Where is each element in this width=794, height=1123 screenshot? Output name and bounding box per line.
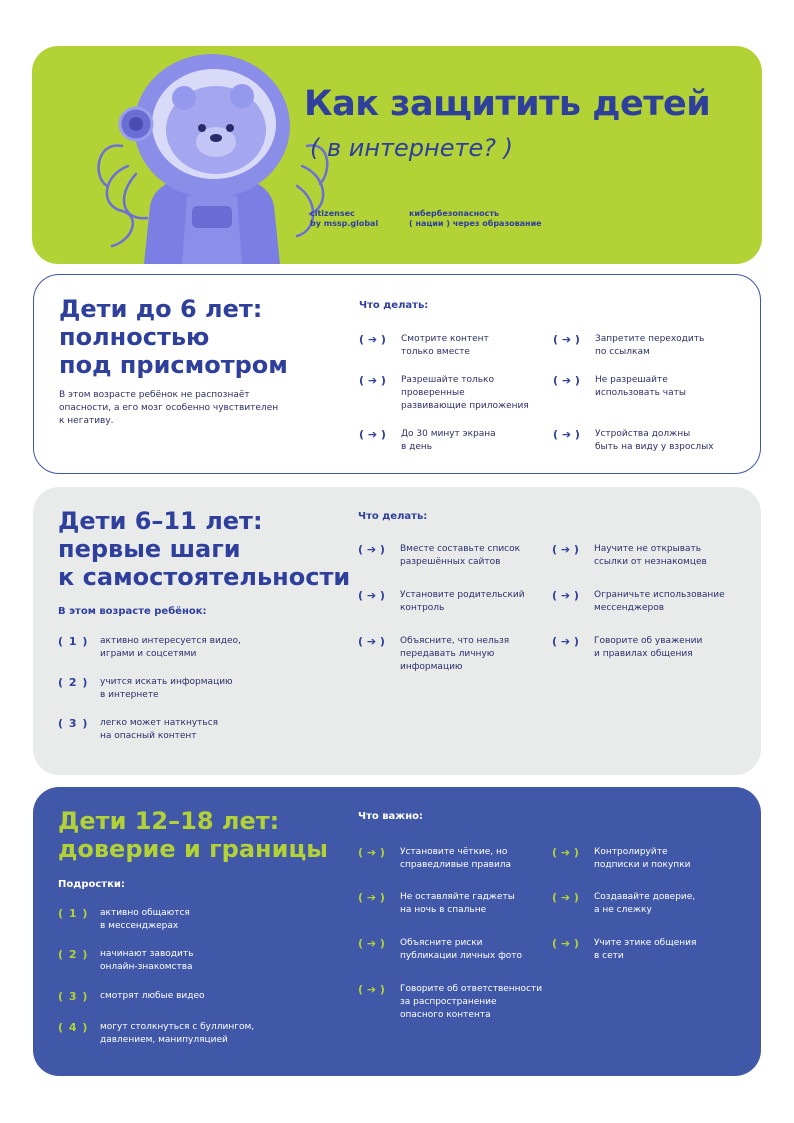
tip-item: ( ➔ ) Говорите об ответственности за распространение опасного контента	[358, 983, 543, 1020]
tip-item: ( ➔ ) Ограничьте использование мессенджеров	[552, 589, 725, 613]
arrow-icon: ( ➔ )	[552, 891, 579, 904]
arrow-icon: ( ➔ )	[359, 428, 386, 441]
tip-item: ( ➔ ) Научите не открывать ссылки от незнакомцев	[552, 543, 707, 567]
tip-item: ( ➔ ) Устройства должны быть на виду у взрослых	[553, 428, 714, 452]
tip-item: ( ➔ ) Контролируйте подписки и покупки	[552, 846, 691, 870]
tips-label: Что важно:	[358, 811, 424, 822]
astronaut-bear-illustration	[92, 46, 332, 264]
section-age-0-6	[33, 274, 761, 474]
section-age-6-11	[33, 487, 761, 775]
list-item: ( 4 ) могут столкнуться с буллингом, давлением, манипуляцией	[58, 1021, 255, 1045]
arrow-icon: ( ➔ )	[358, 983, 385, 996]
list-item: ( 3 ) легко может наткнуться на опасный контент	[58, 717, 219, 741]
tip-item: ( ➔ ) Не оставляйте гаджеты на ночь в спальне	[358, 891, 515, 915]
list-item: ( 1 ) активно общаются в мессенджерах	[58, 907, 190, 931]
tip-item: ( ➔ ) Не разрешайте использовать чаты	[553, 374, 686, 398]
header-banner	[32, 46, 762, 264]
tip-item: ( ➔ ) Создавайте доверие, а не слежку	[552, 891, 696, 915]
list-item: ( 2 ) учится искать информацию в интернете	[58, 676, 233, 700]
number-marker: ( 3 )	[58, 990, 89, 1003]
tips-label: Что делать:	[358, 511, 428, 522]
arrow-icon: ( ➔ )	[552, 635, 579, 648]
arrow-icon: ( ➔ )	[553, 428, 580, 441]
number-marker: ( 1 )	[58, 635, 89, 648]
tip-item: ( ➔ ) Установите чёткие, но справедливые правила	[358, 846, 512, 870]
section-title: Дети 12–18 лет: доверие и границы	[58, 807, 328, 863]
section-sublabel: В этом возрасте ребёнок:	[58, 606, 207, 617]
section-description: В этом возрасте ребёнок не распознаёт опасности, а его мозг особенно чувствителен к негативу.	[59, 390, 279, 426]
arrow-icon: ( ➔ )	[552, 937, 579, 950]
brand-logo-text: citizensec by mssp.global	[310, 209, 379, 228]
tip-item: ( ➔ ) Объясните риски публикации личных фото	[358, 937, 523, 961]
tip-item: ( ➔ ) Учите этике общения в сети	[552, 937, 697, 961]
brand-tagline: кибербезопасность ( нации ) через образование	[409, 209, 542, 228]
page-subtitle: ( в интернете? )	[310, 134, 513, 162]
arrow-icon: ( ➔ )	[553, 374, 580, 387]
tip-item: ( ➔ ) Запретите переходить по ссылкам	[553, 333, 705, 357]
arrow-icon: ( ➔ )	[359, 333, 386, 346]
arrow-icon: ( ➔ )	[358, 635, 385, 648]
number-marker: ( 2 )	[58, 676, 89, 689]
tip-item: ( ➔ ) Вместе составьте список разрешённых сайтов	[358, 543, 521, 567]
section-sublabel: Подростки:	[58, 879, 125, 890]
arrow-icon: ( ➔ )	[359, 374, 386, 387]
arrow-icon: ( ➔ )	[553, 333, 580, 346]
arrow-icon: ( ➔ )	[358, 846, 385, 859]
arrow-icon: ( ➔ )	[358, 891, 385, 904]
page-title: Как защитить детей	[304, 84, 711, 124]
tip-item: ( ➔ ) Установите родительский контроль	[358, 589, 525, 613]
arrow-icon: ( ➔ )	[358, 589, 385, 602]
arrow-icon: ( ➔ )	[358, 937, 385, 950]
section-title: Дети 6–11 лет: первые шаги к самостоятельности	[58, 507, 351, 591]
list-item: ( 1 ) активно интересуется видео, играми и соцсетями	[58, 635, 241, 659]
number-marker: ( 3 )	[58, 717, 89, 730]
arrow-icon: ( ➔ )	[552, 543, 579, 556]
arrow-icon: ( ➔ )	[358, 543, 385, 556]
tips-label: Что делать:	[359, 300, 429, 311]
section-age-12-18	[33, 787, 761, 1076]
tip-item: ( ➔ ) Говорите об уважении и правилах общения	[552, 635, 703, 659]
tip-item: ( ➔ ) До 30 минут экрана в день	[359, 428, 496, 452]
arrow-icon: ( ➔ )	[552, 846, 579, 859]
number-marker: ( 1 )	[58, 907, 89, 920]
number-marker: ( 4 )	[58, 1021, 89, 1034]
number-marker: ( 2 )	[58, 948, 89, 961]
list-item: ( 2 ) начинают заводить онлайн-знакомства	[58, 948, 194, 972]
arrow-icon: ( ➔ )	[552, 589, 579, 602]
tip-item: ( ➔ ) Смотрите контент только вместе	[359, 333, 489, 357]
section-title: Дети до 6 лет: полностью под присмотром	[59, 295, 288, 379]
tip-item: ( ➔ ) Разрешайте только проверенные развивающие приложения	[359, 374, 529, 411]
list-item: ( 3 ) смотрят любые видео	[58, 990, 205, 1003]
tip-item: ( ➔ ) Объясните, что нельзя передавать личную информацию	[358, 635, 510, 672]
